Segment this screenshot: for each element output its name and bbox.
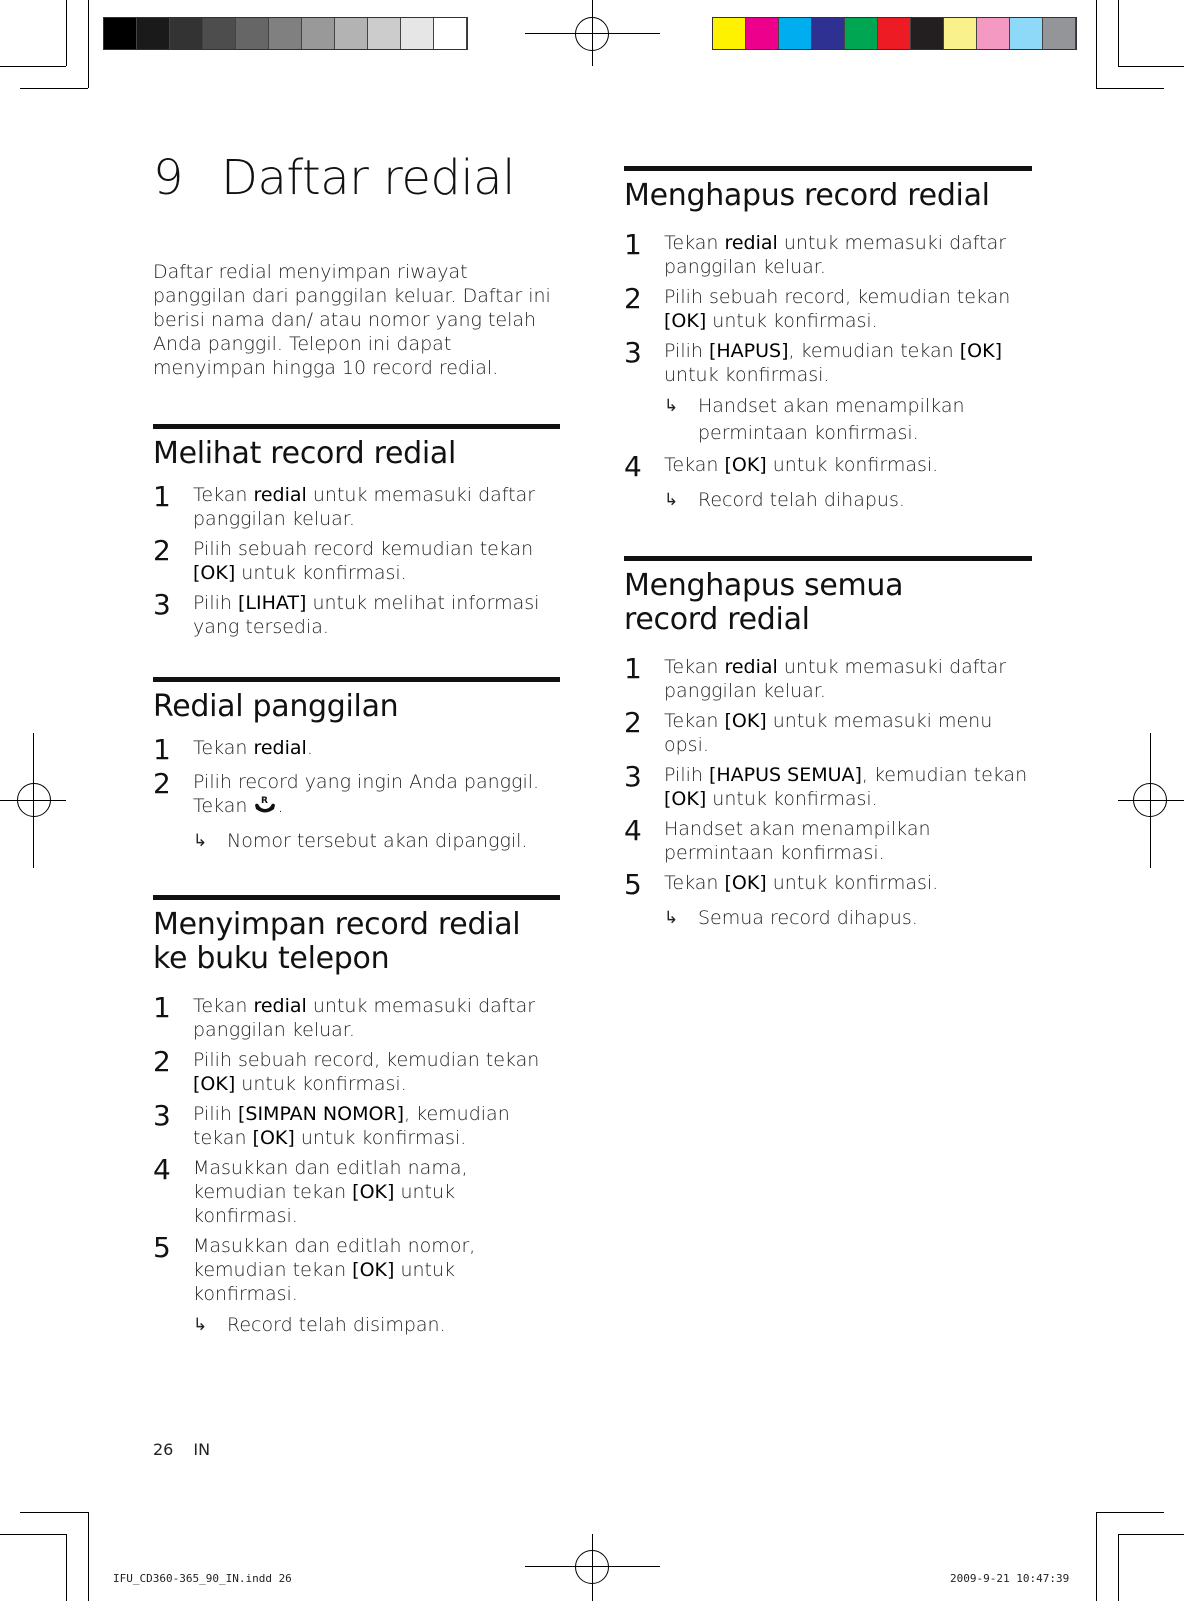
section-title: Menghapus record redial [624, 178, 990, 213]
result-note [193, 1312, 560, 1339]
color-swatch [302, 18, 335, 49]
step [153, 1231, 560, 1306]
step-number: 2 [153, 767, 171, 800]
step [153, 767, 560, 822]
step-text: Pilih [HAPUS SEMUA], kemudian tekan [OK] untuk konfirmasi. [664, 764, 1028, 810]
key-label: [OK] [352, 1181, 395, 1203]
grayscale-color-bar [103, 17, 468, 50]
step-text: Tekan redial untuk memasuki daftar panggilan keluar. [664, 656, 1007, 702]
key-label: [OK] [724, 454, 767, 476]
color-swatch [779, 18, 812, 49]
step-number: 4 [624, 450, 642, 483]
step-text: Handset akan menampilkan permintaan konfirmasi. [664, 818, 931, 864]
section-title: Melihat record redial [153, 436, 457, 471]
redial-key-icon [253, 794, 277, 822]
color-swatch [236, 18, 269, 49]
step-text: Tekan redial. [193, 737, 313, 759]
section-title: Menghapus semua record redial [624, 568, 904, 637]
chapter-number: 9 [153, 150, 184, 206]
language-code: IN [193, 1440, 211, 1459]
color-swatch [269, 18, 302, 49]
step-number: 1 [624, 652, 642, 685]
step [153, 1099, 560, 1150]
step-text: Pilih sebuah record, kemudian tekan [OK] untuk konfirmasi. [664, 286, 1011, 332]
result-note [664, 905, 1032, 932]
step [624, 868, 1032, 901]
right-column [624, 166, 1032, 938]
key-label: [OK] [193, 562, 236, 584]
chapter-title-text: Daftar redial [221, 150, 515, 206]
result-text: Handset akan menampilkan permintaan konfirmasi. [698, 395, 965, 444]
result-text: Record telah disimpan. [227, 1314, 446, 1336]
step [624, 760, 1032, 811]
step [153, 733, 560, 766]
step-number: 2 [153, 534, 171, 567]
color-swatch [434, 18, 467, 49]
result-text: Semua record dihapus. [698, 907, 918, 929]
section-view-records [153, 424, 560, 639]
step-text: Tekan redial untuk memasuki daftar panggilan keluar. [193, 484, 536, 530]
key-label: [OK] [193, 1073, 236, 1095]
color-swatch [1010, 18, 1043, 49]
step [153, 480, 560, 531]
result-text: Nomor tersebut akan dipanggil. [227, 830, 528, 852]
result-arrow-icon: ↳ [664, 396, 679, 416]
step-number: 1 [153, 480, 171, 513]
result-note [664, 487, 1032, 514]
step-number: 2 [153, 1045, 171, 1078]
page-footer [153, 1440, 210, 1459]
step-number: 3 [153, 588, 171, 621]
step-number: 2 [624, 282, 642, 315]
step-number: 3 [624, 336, 642, 369]
step-text: Tekan [OK] untuk konfirmasi. [664, 872, 939, 894]
key-label: redial [724, 232, 778, 254]
step [624, 228, 1032, 279]
color-swatch [368, 18, 401, 49]
step-number: 3 [624, 760, 642, 793]
key-label: redial [253, 995, 307, 1017]
step-text: Pilih [LIHAT] untuk melihat informasi yang tersedia. [193, 592, 540, 638]
step [624, 652, 1032, 703]
result-note [193, 828, 560, 855]
result-arrow-icon: ↳ [664, 908, 679, 928]
color-swatch [170, 18, 203, 49]
step [624, 282, 1032, 333]
step-number: 1 [153, 991, 171, 1024]
color-swatch [944, 18, 977, 49]
color-swatch [137, 18, 170, 49]
result-text: Record telah dihapus. [698, 489, 905, 511]
color-swatch [1043, 18, 1076, 49]
color-swatch [746, 18, 779, 49]
step-text: Masukkan dan editlah nama, kemudian tekan [OK] untuk konfirmasi. [193, 1157, 468, 1227]
key-label: redial [253, 484, 307, 506]
key-label: [OK] [664, 310, 707, 332]
color-swatch [203, 18, 236, 49]
step-text: Pilih sebuah record kemudian tekan [OK] untuk konfirmasi. [193, 538, 534, 584]
step-text: Pilih record yang ingin Anda panggil. Tekan R . [193, 770, 560, 822]
color-swatch [911, 18, 944, 49]
step-number: 5 [624, 868, 642, 901]
step-number: 4 [624, 814, 642, 847]
step [153, 534, 560, 585]
section-title: Redial panggilan [153, 689, 399, 724]
page-number: 26 [153, 1440, 174, 1459]
menu-label: [HAPUS] [708, 340, 789, 362]
step-number: 3 [153, 1099, 171, 1132]
step [624, 336, 1032, 387]
menu-label: [HAPUS SEMUA] [708, 764, 862, 786]
section-save-to-phonebook [153, 895, 560, 1339]
color-swatch [845, 18, 878, 49]
step-text: Masukkan dan editlah nomor, kemudian tekan [OK] untuk konfirmasi. [193, 1235, 476, 1305]
key-label: [OK] [664, 788, 707, 810]
color-swatch [977, 18, 1010, 49]
step-number: 1 [624, 228, 642, 261]
step [153, 991, 560, 1042]
menu-label: [LIHAT] [237, 592, 307, 614]
step-text: Tekan redial untuk memasuki daftar panggilan keluar. [193, 995, 536, 1041]
result-note [664, 393, 1032, 447]
step [153, 588, 560, 639]
menu-label: [SIMPAN NOMOR] [237, 1103, 405, 1125]
step-number: 1 [153, 733, 171, 766]
color-swatch [812, 18, 845, 49]
key-label: [OK] [959, 340, 1003, 362]
step [624, 450, 1032, 483]
result-arrow-icon: ↳ [193, 831, 208, 851]
step-number: 2 [624, 706, 642, 739]
key-label: redial [253, 737, 307, 759]
step [153, 1045, 560, 1096]
step-text: Pilih sebuah record, kemudian tekan [OK] untuk konfirmasi. [193, 1049, 540, 1095]
slug-filename: IFU_CD360-365_90_IN.indd 26 [113, 1572, 292, 1585]
key-label: [OK] [252, 1127, 295, 1149]
intro-paragraph: Daftar redial menyimpan riwayat panggilan dari panggilan keluar. Daftar ini berisi nama dan/ atau nomor yang telah Anda panggil. Telepon ini dapat menyimpan hingga 10 record redial. [153, 261, 551, 379]
section-title: Menyimpan record redial ke buku telepon [153, 907, 521, 976]
step-text: Pilih [SIMPAN NOMOR], kemudian tekan [OK] untuk konfirmasi. [193, 1103, 510, 1149]
color-swatch [878, 18, 911, 49]
step-text: Tekan [OK] untuk konfirmasi. [664, 454, 939, 476]
step-number: 4 [153, 1153, 171, 1186]
step-text: Pilih [HAPUS], kemudian tekan [OK] untuk konfirmasi. [664, 340, 1003, 386]
left-column [153, 150, 560, 1345]
key-label: [OK] [352, 1259, 395, 1281]
step-number: 5 [153, 1231, 171, 1264]
step [153, 1153, 560, 1228]
section-delete-all-records [624, 556, 1032, 932]
step-text: Tekan redial untuk memasuki daftar panggilan keluar. [664, 232, 1007, 278]
color-swatch [104, 18, 137, 49]
key-label: [OK] [724, 710, 767, 732]
slug-timestamp: 2009-9-21 10:47:39 [950, 1572, 1070, 1585]
key-label: [OK] [724, 872, 767, 894]
chapter-title [153, 150, 560, 210]
result-arrow-icon: ↳ [664, 490, 679, 510]
step [624, 814, 1032, 865]
color-swatch [401, 18, 434, 49]
section-redial-call [153, 677, 560, 855]
process-color-bar [712, 17, 1077, 50]
step [624, 706, 1032, 757]
color-swatch [335, 18, 368, 49]
section-delete-record [624, 166, 1032, 514]
step-text: Tekan [OK] untuk memasuki menu opsi. [664, 710, 993, 756]
key-label: redial [724, 656, 778, 678]
color-swatch [713, 18, 746, 49]
svg-text:R: R [261, 796, 269, 806]
result-arrow-icon: ↳ [193, 1315, 208, 1335]
